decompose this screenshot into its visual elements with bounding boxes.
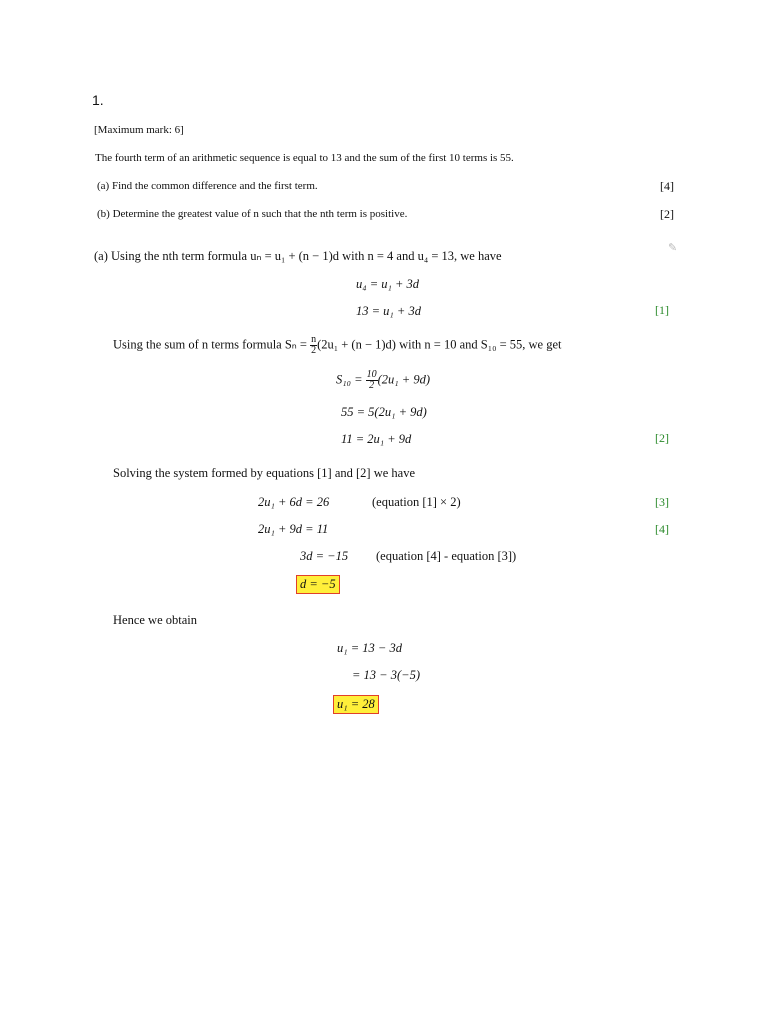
part-b-text: (b) Determine the greatest value of n such that the nth term is positive. [97,208,408,220]
equation-11: 11 = 2u₁ + 9d [341,432,412,446]
equation-55: 55 = 5(2u₁ + 9d) [341,405,427,419]
part-a-mark: [4] [660,179,674,193]
s10-right: (2u₁ + 9d) [377,372,430,387]
system-equation-1: 2u₁ + 6d = 26 [258,495,330,509]
sum-intro-start: Using the sum of n terms formula Sₙ = [113,337,311,352]
highlight-d-result: d = −5 [296,575,340,594]
s10-left: S₁₀ = [336,372,366,387]
part-a-text: (a) Find the common difference and the first term. [97,180,318,192]
system-intro: Solving the system formed by equations [1] and [2] we have [113,466,416,480]
system-equation-1-note: (equation [1] × 2) [372,495,461,509]
maximum-mark: [Maximum mark: 6] [94,124,184,136]
equation-s10 [336,370,430,391]
equation-13: 13 = u₁ + 3d [356,304,421,318]
system-equation-2: 2u₁ + 9d = 11 [258,522,329,536]
fraction-denominator: 2 [369,380,375,391]
system-equation-3: 3d = −15 [300,549,349,563]
hence-text: Hence we obtain [113,613,197,627]
reference-4: [4] [655,522,669,536]
reference-3: [3] [655,495,669,509]
system-equation-3-note: (equation [4] - equation [3]) [376,549,517,563]
part-b-mark: [2] [660,207,674,221]
u1-equation-2: = 13 − 3(−5) [352,668,421,682]
fraction-10-over-2 [366,370,378,391]
sum-formula-intro [113,335,561,356]
reference-1: [1] [655,303,669,317]
pencil-icon[interactable]: ✎ [668,241,678,254]
reference-2: [2] [655,431,669,445]
fraction-numerator: n [311,334,317,345]
fraction-numerator: 10 [366,369,377,380]
question-stem: The fourth term of an arithmetic sequence is equal to 13 and the sum of the first 10 terms is 55. [95,152,514,164]
solution-intro: (a) Using the nth term formula uₙ = u₁ + (n − 1)d with n = 4 and u₄ = 13, we have [94,249,502,263]
highlight-u1-result: u₁ = 28 [333,695,379,714]
fraction-denominator: 2 [311,345,317,356]
sum-intro-end: (2u₁ + (n − 1)d) with n = 10 and S₁₀ = 55, we get [317,337,562,352]
question-number: 1. [92,92,104,108]
u1-equation-1: u₁ = 13 − 3d [337,641,402,655]
equation-u4: u₄ = u₁ + 3d [356,277,420,291]
